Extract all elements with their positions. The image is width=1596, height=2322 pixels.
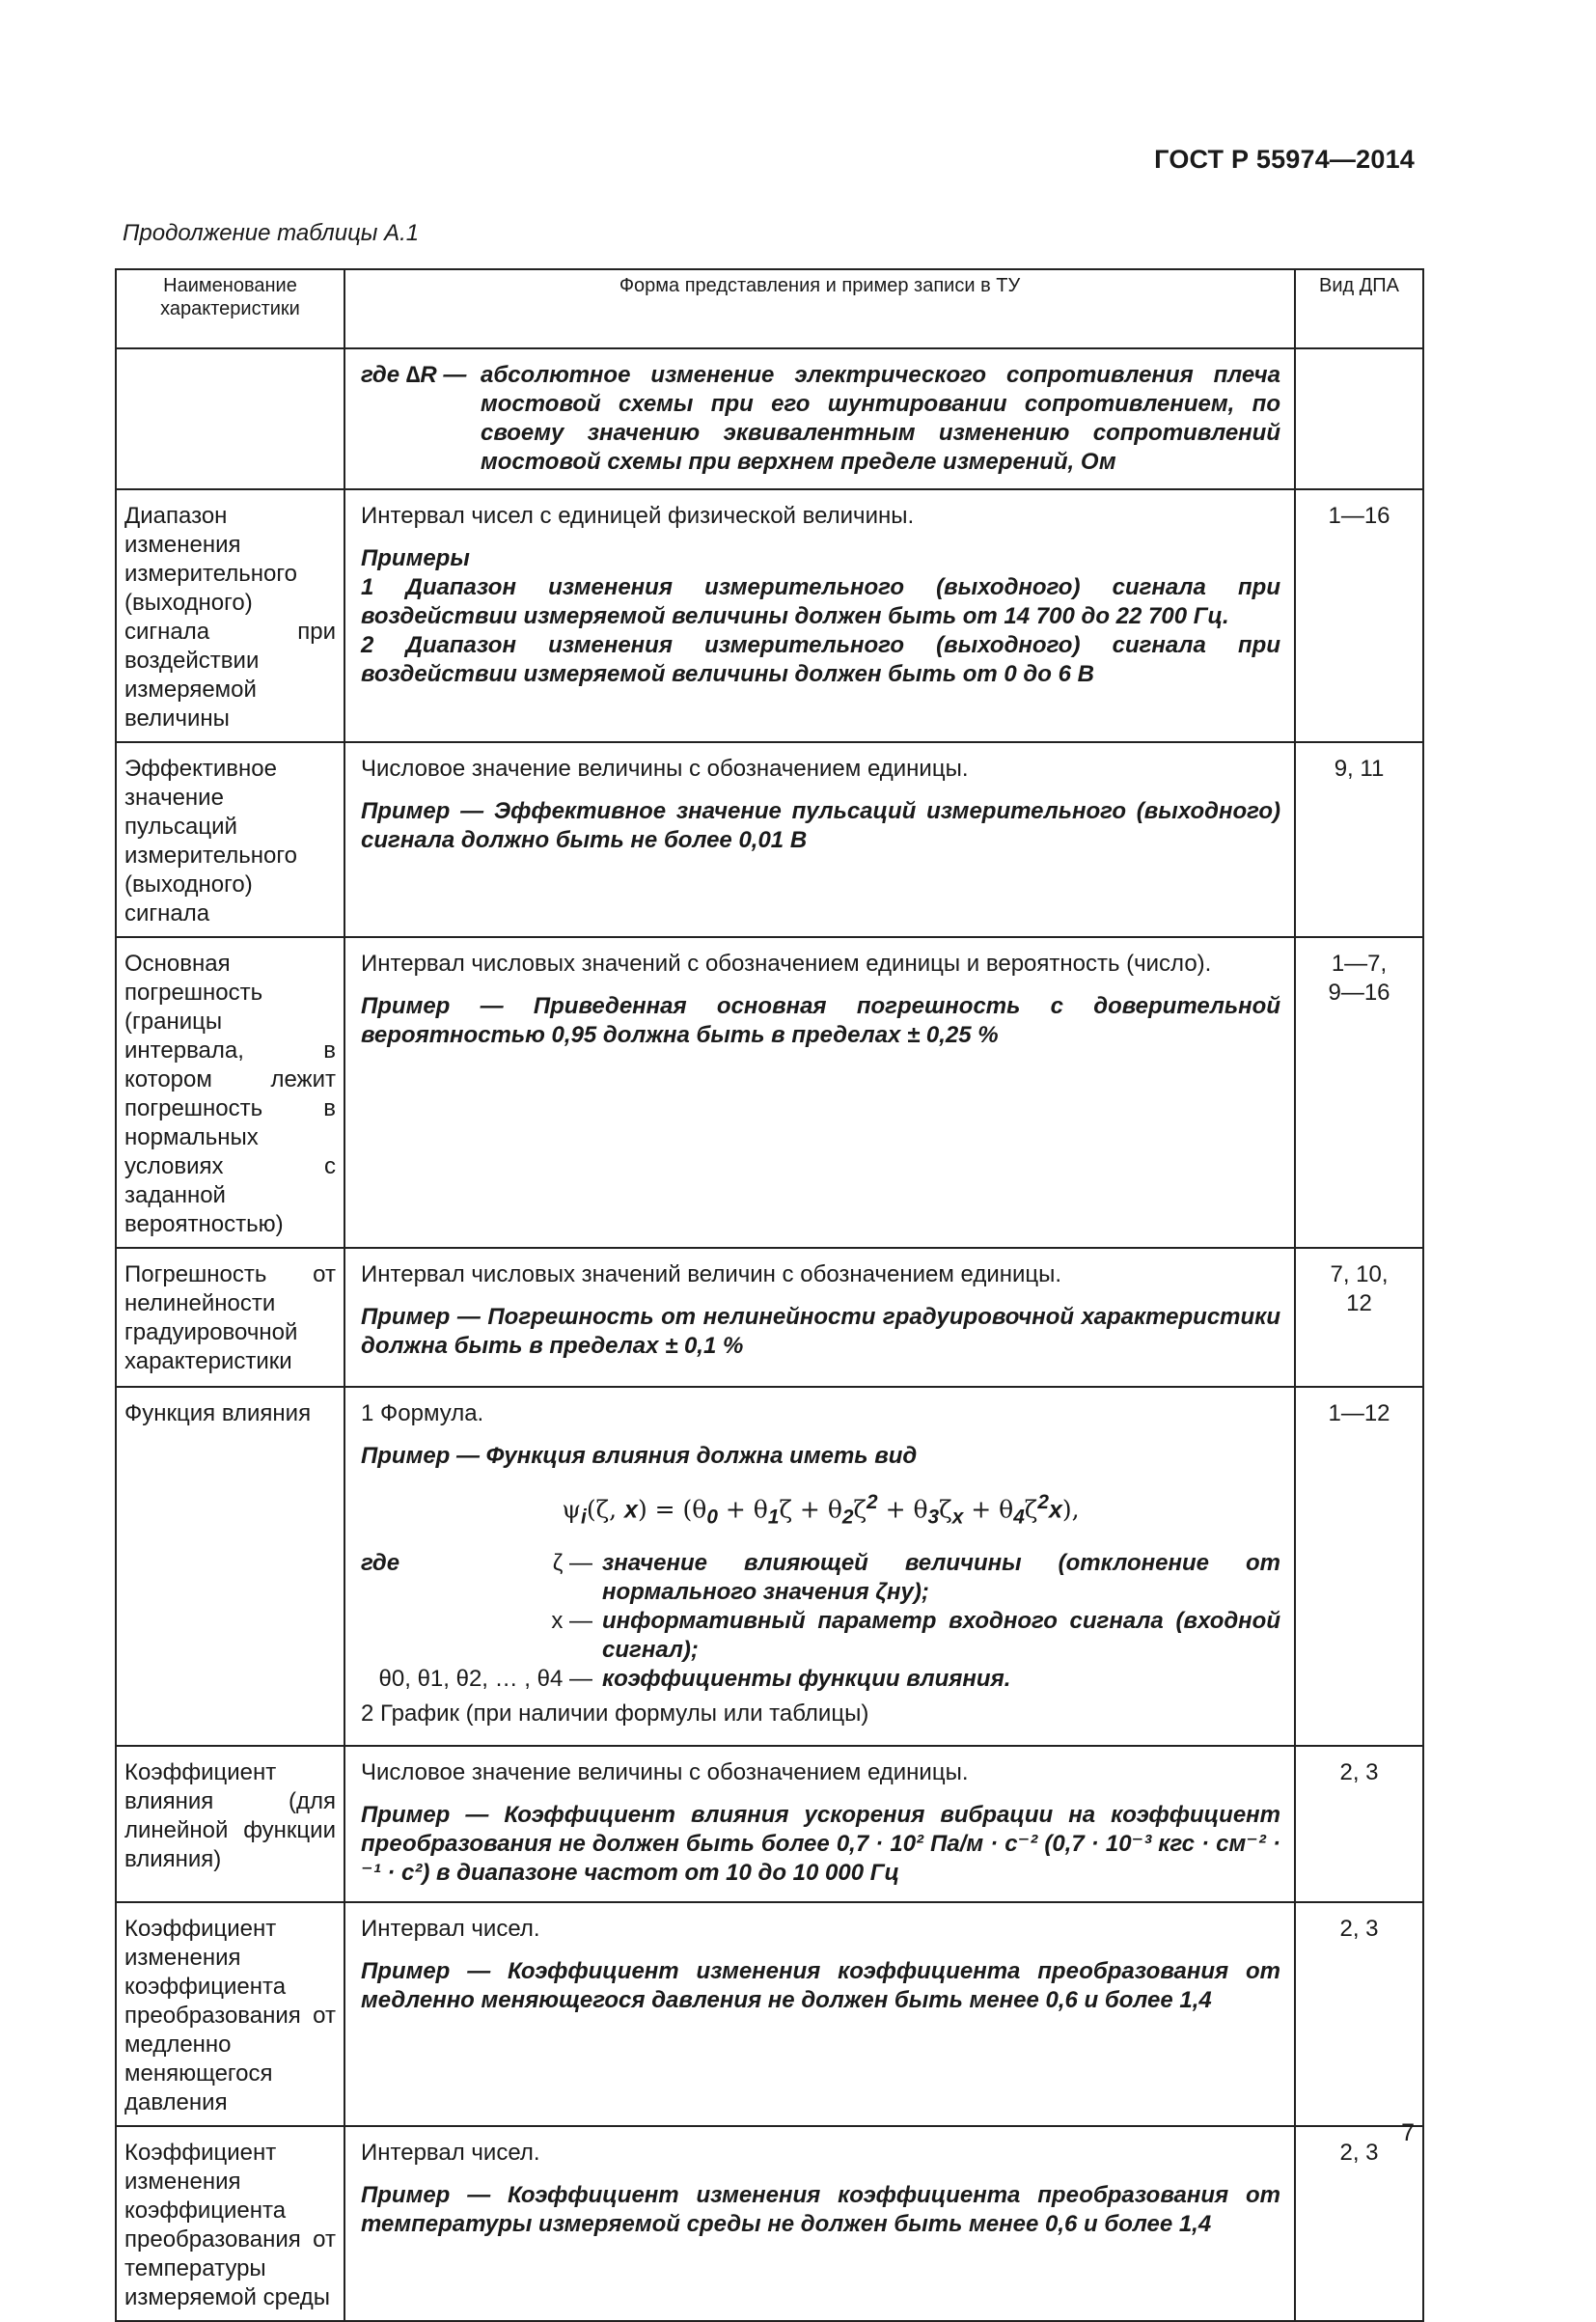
delta-r-definition: абсолютное изменение электрического сопротивления плеча мостовой схемы при его шунтировании сопротивлением, по своему значению эквивалентным изменению сопротивлений мостовой схемы при верхнем пределе измерений, Ом [481,362,1280,475]
row-code-cell: 1—12 [1295,1387,1423,1746]
where-label: где [361,1550,400,1577]
row-form-cell [344,2126,1295,2321]
theta-definition: коэффициенты функции влияния. [602,1666,1011,1693]
table-row [116,937,1423,1248]
row-code-cell [1295,1248,1423,1387]
table-row [116,348,1423,489]
code-line: 9—16 [1328,980,1390,1006]
table-row [116,489,1423,742]
definition-delta-r [361,361,1280,477]
example-text: Пример — Погрешность от нелинейности градуировочной характеристики должна быть в пределах ± 0,1 % [361,1304,1280,1359]
definitions-list [361,1549,1280,1694]
example-text: Пример — Коэффициент влияния ускорения вибрации на коэффициент преобразования не должен быть более 0,7 · 10² Па/м · с⁻² (0,7 · 10⁻³ кгс · см⁻² · ⁻¹ · с²) в диапазоне частот от 10 до 10 000 Гц [361,1802,1280,1886]
row-code-cell [1295,937,1423,1248]
row-code-cell: 9, 11 [1295,742,1423,937]
row-form-cell [344,937,1295,1248]
header-form-and-example: Форма представления и пример записи в ТУ [344,269,1295,348]
example-text: Пример — Коэффициент изменения коэффициента преобразования от медленно меняющегося давления не должен быть менее 0,6 и более 1,4 [361,1958,1280,2013]
table-row [116,1248,1423,1387]
row-form-cell [344,1248,1295,1387]
table-header-row [116,269,1423,348]
row-code-cell: 1—16 [1295,489,1423,742]
header-characteristic-name: Наименование характеристики [116,269,344,348]
row-code-cell: 2, 3 [1295,2126,1423,2321]
row-form-cell [344,1902,1295,2126]
table-row [116,1387,1423,1746]
theta-symbols: θ0, θ1, θ2, … , θ4 — [378,1666,592,1693]
page-number: 7 [1401,2119,1415,2146]
where-label: где [361,362,400,388]
table-row [116,742,1423,937]
form-description: 1 Формула. [361,1400,484,1426]
influence-function-formula: $\psi_i(\zeta$, $x) = (\theta_0 + \theta_1\zeta + \theta_2\zeta^2 + \theta_3\zeta_x + \theta_4\zeta^2x)$, [562,1491,1080,1529]
row-name-cell: Диапазон изменения измерительного (выходного) сигнала при воздействии измеряемой величины [116,489,344,742]
row-form-cell [344,489,1295,742]
table-row [116,1902,1423,2126]
row-form-cell [344,348,1295,489]
table-row [116,2126,1423,2321]
form-description: Числовое значение величины с обозначением единицы. [361,756,969,782]
row-code-cell: 2, 3 [1295,1902,1423,2126]
example-text: Пример — Коэффициент изменения коэффициента преобразования от температуры измеряемой среды не должен быть менее 0,6 и более 1,4 [361,2182,1280,2237]
row-name-cell: Эффективное значение пульсаций измерительного (выходного) сигнала [116,742,344,937]
form-description: Интервал чисел с единицей физической величины. [361,503,915,529]
row-name-cell: Погрешность от нелинейности градуировочной характеристики [116,1248,344,1387]
row-name-cell: Коэффициент влияния (для линейной функции влияния) [116,1746,344,1902]
table-caption: Продолжение таблицы А.1 [123,220,420,246]
examples-label: Примеры [361,545,470,571]
zeta-definition: значение влияющей величины (отклонение от нормального значения ζну); [602,1550,1280,1606]
row-name-cell: Коэффициент изменения коэффициента преобразования от температуры измеряемой среды [116,2126,344,2321]
form-description: Интервал чисел. [361,1916,540,1942]
row-code-cell: 2, 3 [1295,1746,1423,1902]
example-2: 2 Диапазон изменения измерительного (выходного) сигнала при воздействии измеряемой величины должен быть от 0 до 6 В [361,632,1280,687]
row-name-cell: Основная погрешность (границы интервала, в котором лежит погрешность в нормальных условиях с заданной вероятностью) [116,937,344,1248]
form-description-2: 2 График (при наличии формулы или таблицы) [361,1700,869,1728]
form-description: Числовое значение величины с обозначением единицы. [361,1759,969,1785]
example-text: Пример — Приведенная основная погрешность с доверительной вероятностью 0,95 должна быть в пределах ± 0,25 % [361,993,1280,1048]
x-definition: информативный параметр входного сигнала (входной сигнал); [602,1608,1280,1664]
row-form-cell [344,1746,1295,1902]
table-row [116,1746,1423,1902]
form-description: Интервал числовых значений величин с обозначением единицы. [361,1261,1062,1287]
x-symbol: x — [551,1608,592,1635]
form-description: Интервал чисел. [361,2140,540,2166]
example-1: 1 Диапазон изменения измерительного (выходного) сигнала при воздействии измеряемой величины должен быть от 14 700 до 22 700 Гц. [361,574,1280,629]
code-line: 1—7, [1331,951,1388,977]
row-form-cell [344,742,1295,937]
characteristics-table [115,268,1424,2322]
delta-r-symbol: ∆R — [405,362,467,388]
zeta-symbol: ζ — [552,1550,592,1577]
header-dpa-type: Вид ДПА [1295,269,1423,348]
code-line: 12 [1346,1290,1372,1316]
document-code: ГОСТ Р 55974—2014 [1154,145,1415,174]
form-description: Интервал числовых значений с обозначением единицы и вероятность (число). [361,951,1212,977]
row-name-cell [116,348,344,489]
row-name-cell: Функция влияния [116,1387,344,1746]
example-text: Пример — Эффективное значение пульсаций измерительного (выходного) сигнала должно быть не более 0,01 В [361,798,1280,853]
row-form-cell [344,1387,1295,1746]
code-line: 7, 10, [1330,1261,1389,1287]
example-text: Пример — Функция влияния должна иметь вид [361,1443,918,1469]
row-code-cell [1295,348,1423,489]
row-name-cell: Коэффициент изменения коэффициента преобразования от медленно меняющегося давления [116,1902,344,2126]
